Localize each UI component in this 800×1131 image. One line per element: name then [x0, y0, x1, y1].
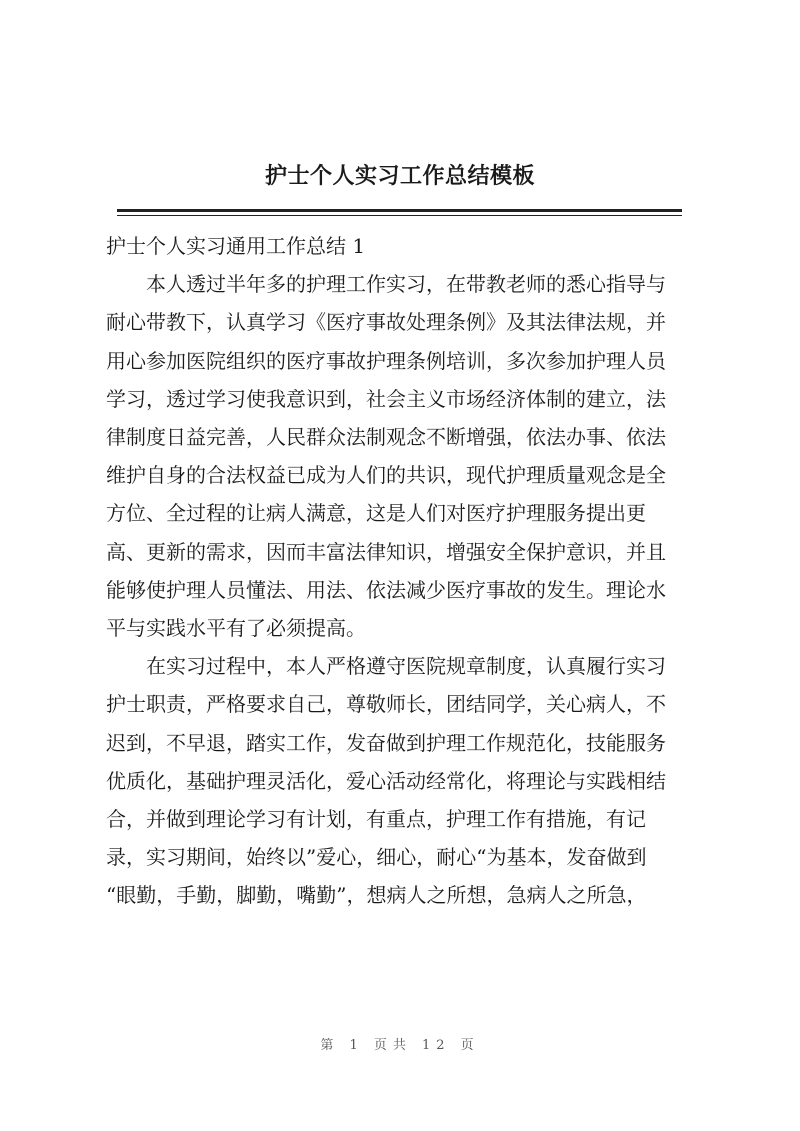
paragraph-line: 方位、全过程的让病人满意，这是人们对医疗护理服务提出更	[106, 501, 646, 526]
paragraph-line: 律制度日益完善，人民群众法制观念不断增强，依法办事、依法	[106, 425, 666, 450]
paragraph-line: 能够使护理人员懂法、用法、依法减少医疗事故的发生。理论水	[106, 577, 666, 602]
document-body	[106, 227, 716, 915]
section-heading: 护士个人实习通用工作总结 1	[106, 234, 366, 258]
paragraph-line: 学习，透过学习使我意识到，社会主义市场经济体制的建立，法	[106, 386, 666, 411]
paragraph-line: 本人透过半年多的护理工作实习，在带教老师的悉心指导与	[146, 272, 666, 297]
document-title: 护士个人实习工作总结模板	[264, 164, 535, 189]
paragraph-1	[106, 265, 716, 647]
title-divider-thick	[117, 209, 682, 212]
paragraph-line: 合，并做到理论学习有计划，有重点，护理工作有措施，有记	[106, 807, 646, 832]
paragraph-line: “眼勤，手勤，脚勤，嘴勤”，想病人之所想，急病人之所急，	[106, 883, 647, 908]
paragraph-line: 高、更新的需求，因而丰富法律知识，增强安全保护意识，并且	[106, 539, 666, 564]
paragraph-2	[106, 647, 716, 914]
paragraph-line: 迟到，不早退，踏实工作，发奋做到护理工作规范化，技能服务	[106, 730, 666, 755]
paragraph-line: 在实习过程中，本人严格遵守医院规章制度，认真履行实习	[146, 654, 666, 679]
paragraph-line: 耐心带教下，认真学习《医疗事故处理条例》及其法律法规，并	[106, 310, 666, 335]
page-footer: 第 1 页共 12 页	[320, 1038, 480, 1053]
paragraph-line: 平与实践水平有了必须提高。	[106, 616, 366, 641]
title-divider-thin	[117, 215, 682, 216]
paragraph-line: 录，实习期间，始终以”爱心，细心，耐心“为基本，发奋做到	[106, 845, 647, 870]
paragraph-line: 优质化，基础护理灵活化，爱心活动经常化，将理论与实践相结	[106, 768, 666, 793]
paragraph-line: 用心参加医院组织的医疗事故护理条例培训，多次参加护理人员	[106, 348, 666, 373]
paragraph-line: 护士职责，严格要求自己，尊敬师长，团结同学，关心病人，不	[106, 692, 666, 717]
paragraph-line: 维护自身的合法权益已成为人们的共识，现代护理质量观念是全	[106, 463, 666, 488]
